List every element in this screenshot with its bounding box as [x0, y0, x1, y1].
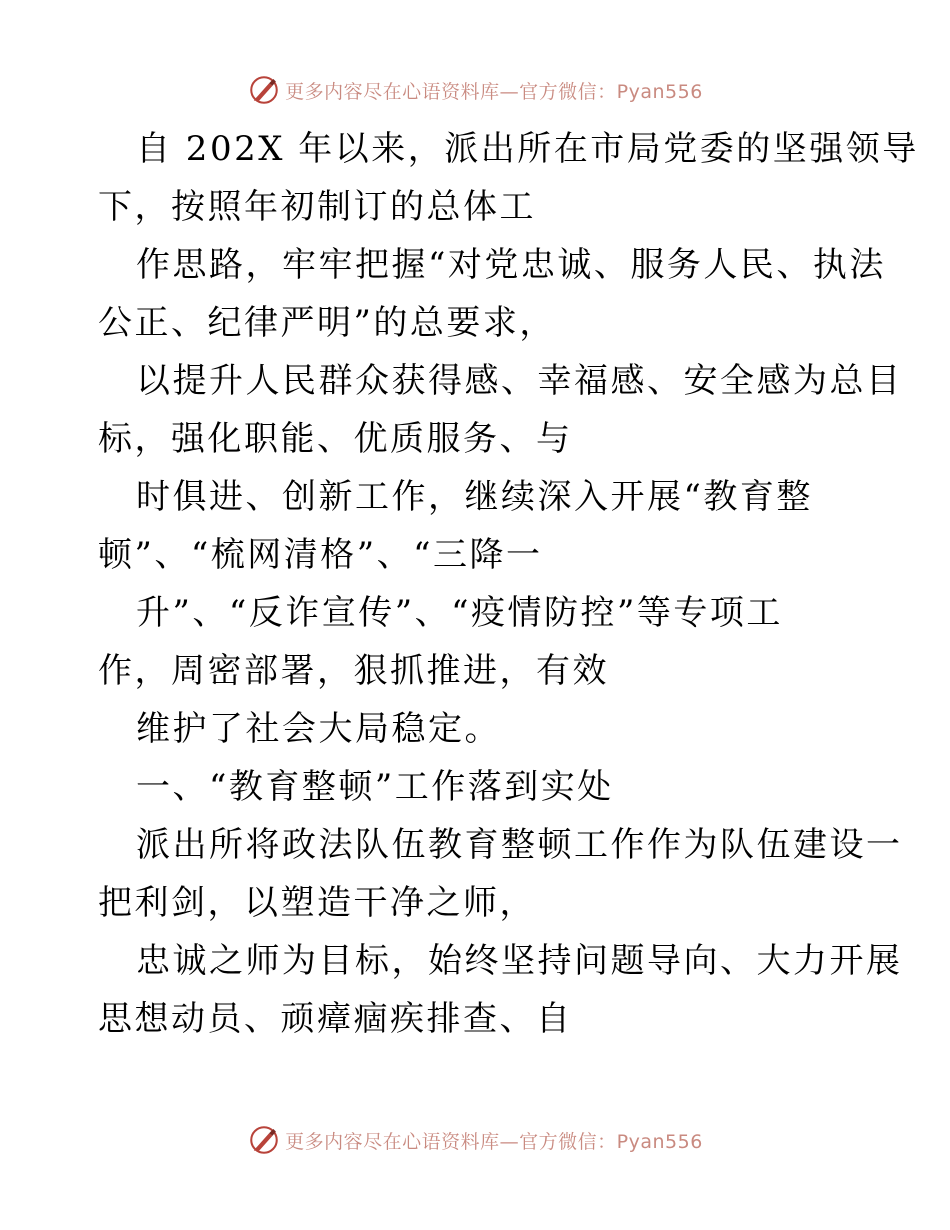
text-line: 作思路，牢牢把握“对党忠诚、服务人民、执法 [136, 245, 886, 285]
pen-logo-icon [247, 73, 281, 107]
text-line: 维护了社会大局稳定。 [136, 709, 501, 749]
text-line: 标，强化职能、优质服务、与 [98, 419, 573, 459]
watermark-id: Pyan556 [616, 1130, 703, 1153]
text-line: 思想动员、顽瘴痼疾排查、自 [98, 999, 573, 1039]
text-line: 把利剑，以塑造干净之师， [98, 883, 536, 923]
text-line: 下，按照年初制订的总体工 [98, 187, 536, 227]
watermark-text [285, 1127, 703, 1154]
text-line: 一、“教育整顿”工作落到实处 [136, 767, 614, 807]
text-line: 以提升人民群众获得感、幸福感、安全感为总目 [136, 361, 903, 401]
watermark-group [247, 1123, 703, 1157]
text-line: 升”、“反诈宣传”、“疫情防控”等专项工 [136, 593, 783, 633]
watermark-label: 更多内容尽在心语资料库—官方微信： [285, 1130, 617, 1153]
watermark-label: 更多内容尽在心语资料库—官方微信： [285, 80, 617, 103]
watermark-id: Pyan556 [616, 80, 703, 103]
text-line: 顿”、“梳网清格”、“三降一 [98, 535, 543, 575]
text-line: 派出所将政法队伍教育整顿工作作为队伍建设一 [136, 825, 903, 865]
document-body [98, 120, 919, 1048]
text-line: 忠诚之师为目标，始终坚持问题导向、大力开展 [136, 941, 903, 981]
text-line: 时俱进、创新工作，继续深入开展“教育整 [136, 477, 813, 517]
watermark-text [285, 77, 703, 104]
watermark-group [247, 73, 703, 107]
text-line: 作，周密部署，狠抓推进，有效 [98, 651, 609, 691]
header-watermark [0, 70, 950, 110]
footer-watermark [0, 1120, 950, 1160]
pen-logo-icon [247, 1123, 281, 1157]
text-line: 公正、纪律严明”的总要求， [98, 303, 556, 343]
text-line: 自 202X 年以来，派出所在市局党委的坚强领导 [136, 129, 919, 169]
